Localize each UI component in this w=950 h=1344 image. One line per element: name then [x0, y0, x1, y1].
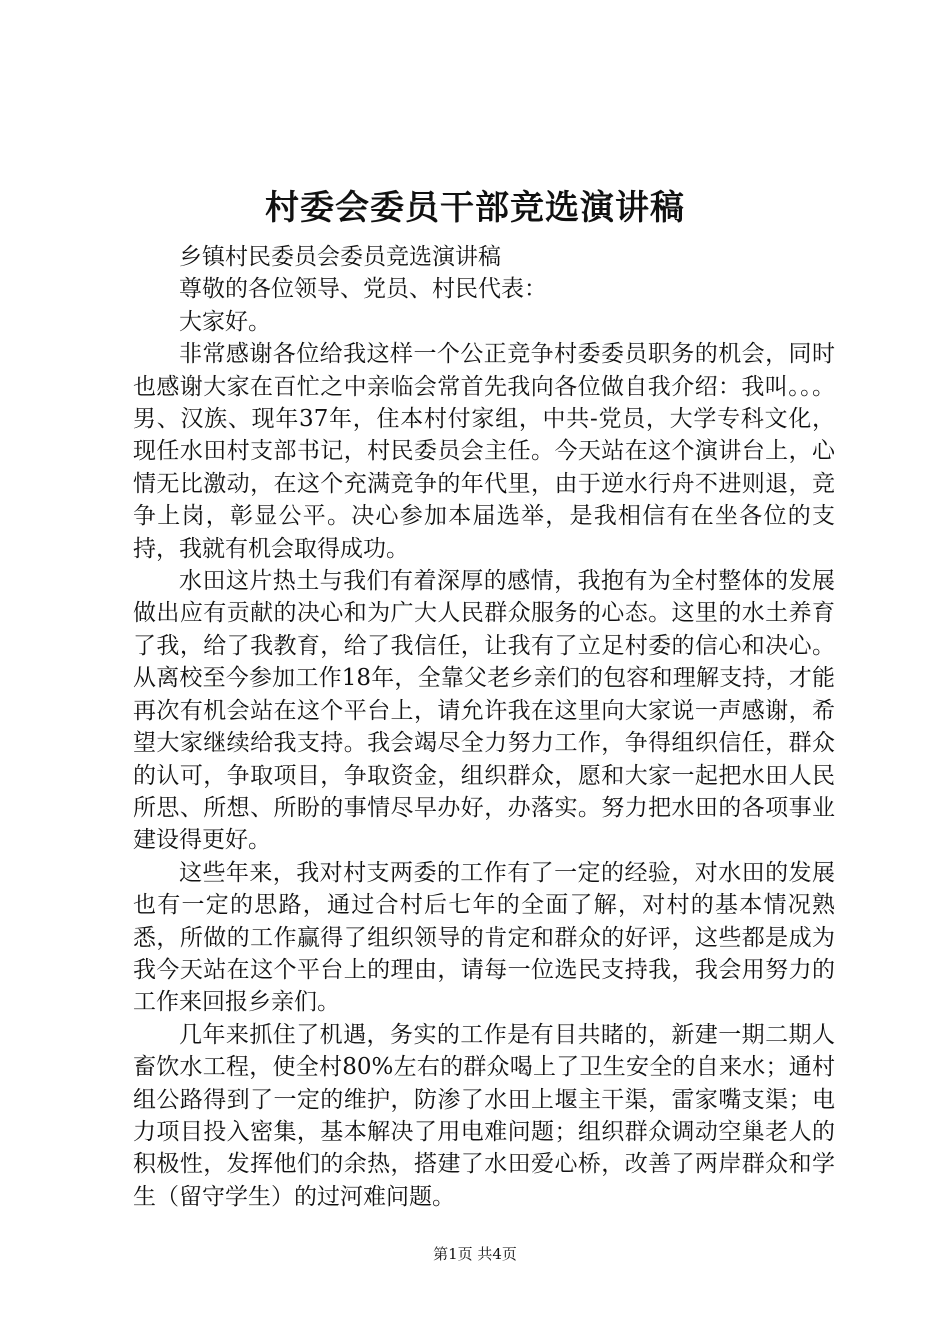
- paragraph-commitment: 水田这片热土与我们有着深厚的感情，我抱有为全村整体的发展做出应有贡献的决心和为广大人民群众服务的心态。这里的水土养育了我，给了我教育，给了我信任，让我有了立足村委的信心和决心。从离校至今参加工作18年，全靠父老乡亲们的包容和理解支持，才能再次有机会站在这个平台上，请允许我在这里向大家说一声感谢，希望大家继续给我支持。我会竭尽全力努力工作，争得组织信任，群众的认可，争取项目，争取资金，组织群众，愿和大家一起把水田人民所思、所想、所盼的事情尽早办好，办落实。努力把水田的各项事业建设得更好。: [133, 568, 835, 854]
- paragraph-achievements: 几年来抓住了机遇，务实的工作是有目共睹的，新建一期二期人畜饮水工程，使全村80%左右的群众喝上了卫生安全的自来水；通村组公路得到了一定的维护，防渗了水田上堰主干渠，雷家嘴支渠；电力项目投入密集，基本解决了用电难问题；组织群众调动空巢老人的积极性，发挥他们的余热，搭建了水田爱心桥，改善了两岸群众和学生（留守学生）的过河难问题。: [133, 1021, 835, 1210]
- paragraph-greeting: 大家好。: [179, 308, 271, 335]
- page-footer: 第1页 共4页: [433, 1245, 517, 1263]
- document-body: [133, 241, 835, 1213]
- document-title: 村委会委员干部竞选演讲稿: [265, 188, 685, 228]
- paragraph-subtitle: 乡镇村民委员会委员竞选演讲稿: [179, 244, 501, 270]
- paragraph-introduction: 非常感谢各位给我这样一个公正竞争村委委员职务的机会，同时也感谢大家在百忙之中亲临会常首先我向各位做自我介绍：我叫。。。男、汉族、现年37年，住本村付家组，中共-党员，大学专科文化，现任水田村支部书记，村民委员会主任。今天站在这个演讲台上，心情无比激动，在这个充满竞争的年代里，由于逆水行舟不进则退，竞争上岗，彰显公平。决心参加本届选举，是我相信有在坐各位的支持，我就有机会取得成功。: [133, 341, 835, 562]
- paragraph-salutation: 尊敬的各位领导、党员、村民代表：: [179, 276, 547, 303]
- paragraph-experience: 这些年来，我对村支两委的工作有了一定的经验，对水田的发展也有一定的思路，通过合村后七年的全面了解，对村的基本情况熟悉，所做的工作赢得了组织领导的肯定和群众的好评，这些都是成为我今天站在这个平台上的理由，请每一位选民支持我，我会用努力的工作来回报乡亲们。: [133, 859, 835, 1016]
